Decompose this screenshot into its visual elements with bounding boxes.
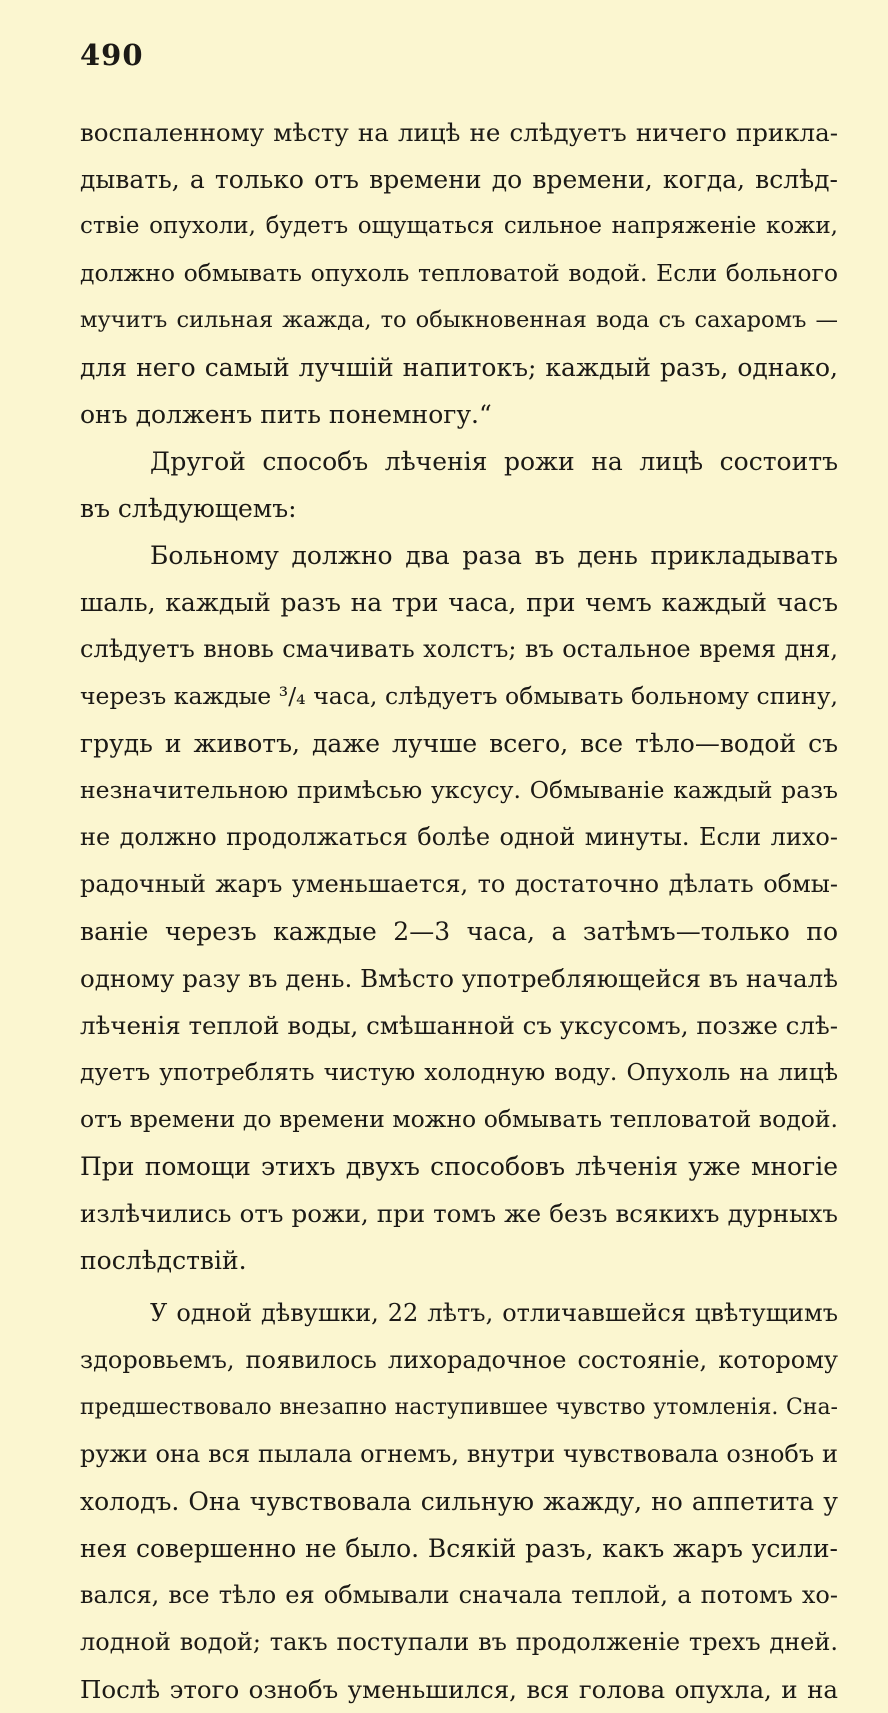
text-line: отъ времени до времени можно обмывать тепловатой водой. <box>80 1105 838 1133</box>
text-line: дуетъ употреблять чистую холодную воду. Опухоль на лицѣ <box>80 1058 838 1086</box>
text-line: У одной дѣвушки, 22 лѣтъ, отличавшейся цвѣтущимъ <box>150 1299 838 1327</box>
text-line: слѣдуетъ вновь смачивать холстъ; въ остальное время дня, <box>80 635 838 663</box>
text-line: предшествовало внезапно наступившее чувство утомленія. Сна- <box>80 1395 838 1420</box>
text-line: ружи она вся пылала огнемъ, внутри чувствовала ознобъ и <box>80 1440 838 1468</box>
text-line: здоровьемъ, появилось лихорадочное состояніе, которому <box>80 1346 838 1374</box>
text-line: послѣдствій. <box>80 1246 247 1275</box>
text-line: грудь и животъ, даже лучше всего, все тѣло—водой съ <box>80 729 838 758</box>
text-line: незначительною примѣсью уксусу. Обмываніе каждый разъ <box>80 776 838 804</box>
body-text <box>80 109 838 1713</box>
text-line: дывать, а только отъ времени до времени, когда, вслѣд- <box>80 165 838 194</box>
text-line: для него самый лучшій напитокъ; каждый разъ, однако, <box>80 353 838 382</box>
text-line: вался, все тѣло ея обмывали сначала теплой, а потомъ хо- <box>80 1581 838 1609</box>
text-line: При помощи этихъ двухъ способовъ лѣченія уже многіе <box>80 1152 838 1181</box>
text-line: мучитъ сильная жажда, то обыкновенная вода съ сахаромъ — <box>80 307 838 333</box>
text-line: радочный жаръ уменьшается, то достаточно дѣлать обмы- <box>80 870 838 898</box>
text-line: лѣченія теплой воды, смѣшанной съ уксусомъ, позже слѣ- <box>80 1011 838 1040</box>
text-line: должно обмывать опухоль тепловатой водой. Если больного <box>80 259 838 287</box>
text-line: ваніе черезъ каждые 2—3 часа, а затѣмъ—только по <box>80 917 838 946</box>
text-line: лодной водой; такъ поступали въ продолженіе трехъ дней. <box>80 1628 838 1656</box>
text-line: Другой способъ лѣченія рожи на лицѣ состоитъ <box>150 447 838 476</box>
text-line: одному разу въ день. Вмѣсто употребляющейся въ началѣ <box>80 964 838 993</box>
text-line: онъ долженъ пить понемногу.“ <box>80 400 492 429</box>
text-line: Послѣ этого ознобъ уменьшился, вся голова опухла, и на <box>80 1675 838 1704</box>
text-line: не должно продолжаться болѣе одной минуты. Если лихо- <box>80 823 838 851</box>
page-number: 490 <box>80 38 144 72</box>
text-line: въ слѣдующемъ: <box>80 494 297 523</box>
text-line: излѣчились отъ рожи, при томъ же безъ всякихъ дурныхъ <box>80 1199 838 1228</box>
text-line: Больному должно два раза въ день прикладывать <box>150 541 838 570</box>
text-line: воспаленному мѣсту на лицѣ не слѣдуетъ ничего прикла- <box>80 118 838 147</box>
text-line: холодъ. Она чувствовала сильную жажду, но аппетита у <box>80 1487 838 1516</box>
text-line: ствіе опухоли, будетъ ощущаться сильное напряженіе кожи, <box>80 213 838 239</box>
text-line: шаль, каждый разъ на три часа, при чемъ каждый часъ <box>80 588 838 617</box>
text-line: нея совершенно не было. Всякій разъ, какъ жаръ усили- <box>80 1534 838 1563</box>
text-line: черезъ каждые ³/₄ часа, слѣдуетъ обмывать больному спину, <box>80 682 838 710</box>
